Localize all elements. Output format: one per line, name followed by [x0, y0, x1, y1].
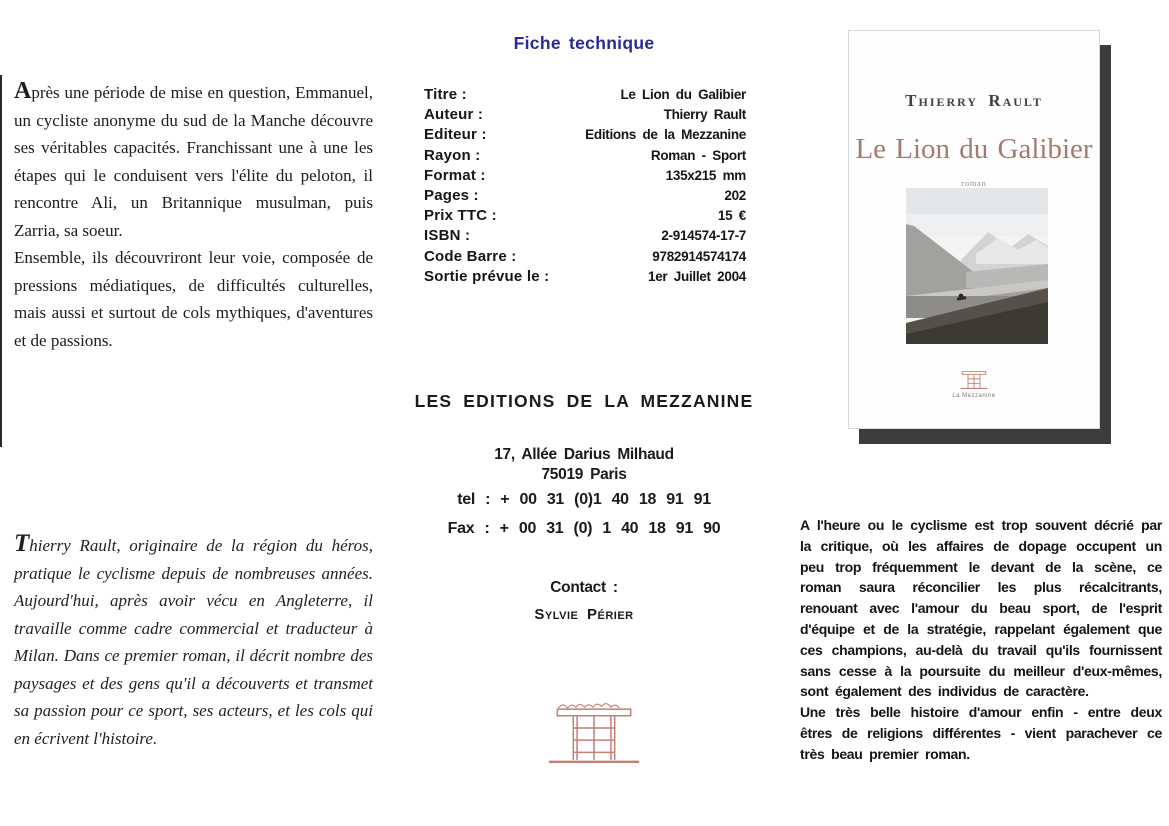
spec-row-pages — [424, 187, 746, 207]
mountain-photo — [906, 188, 1048, 344]
spec-label: Pages : — [424, 186, 479, 204]
spec-value: Roman - Sport — [650, 147, 746, 163]
spec-value: 9782914574174 — [652, 248, 746, 264]
book-cover — [848, 30, 1100, 429]
synopsis-paragraph-1: Après une période de mise en question, Emmanuel, un cycliste anonyme du sud de la Manche découvre ses véritables capacités. Franchissant une à une les étapes qui le conduisent vers l'élite du peloton, il rencontre Ali, un Britannique musulman, puis Zarria, sa soeur. — [14, 78, 373, 240]
spec-label: Auteur : — [424, 106, 484, 124]
spec-label: Sortie prévue le : — [424, 267, 550, 285]
synopsis-paragraph-2: Ensemble, ils découvriront leur voie, composée de pressions médiatiques, de difficultés culturelles, mais aussi et surtout de cols mythiques, d'aventures et de passions. — [14, 248, 373, 350]
spec-row-codebarre — [424, 248, 746, 268]
contact-label: Contact : — [550, 579, 618, 596]
spec-row-prix — [424, 207, 746, 227]
mezzanine-logo-small-icon — [959, 369, 989, 392]
address-line-1: 17, Allée Darius Milhaud — [494, 446, 674, 463]
spec-value: 1er Juillet 2004 — [647, 268, 746, 284]
publisher-name: LES EDITIONS DE LA MEZZANINE — [414, 391, 754, 411]
cover-title: Le Lion du Galibier — [855, 133, 1093, 165]
spec-value: 202 — [724, 187, 746, 203]
spec-row-titre — [424, 86, 746, 106]
spec-label: Titre : — [424, 86, 467, 103]
contact-name: Sylvie Périer — [534, 606, 634, 623]
address-line-2: 75019 Paris — [541, 466, 627, 483]
author-bio-block — [14, 531, 373, 752]
spec-value: 135x215 mm — [665, 167, 746, 183]
synopsis-block — [14, 79, 373, 354]
spec-row-isbn — [424, 227, 746, 247]
mezzanine-logo-icon — [547, 699, 641, 771]
spec-value: 2-914574-17-7 — [661, 228, 746, 244]
spec-value: Editions de la Mezzanine — [585, 127, 746, 143]
spec-label: Format : — [424, 166, 486, 184]
cover-author: Thierry Rault — [905, 91, 1043, 110]
spec-value: 15 € — [717, 208, 746, 224]
page-fold-rule — [0, 75, 2, 447]
author-bio-paragraph: Thierry Rault, originaire de la région du héros, pratique le cyclisme depuis de nombreuses années. Aujourd'hui, après avoir vécu en Angleterre, il travaille comme cadre commercial et traducteur à Milan. Dans ce premier roman, il décrit nombre des paysages et des gens qu'il a découverts et transmet sa passion pour ce sport, ses acteurs, et les cols qui en écrivent l'histoire. — [14, 530, 373, 748]
spec-label: Code Barre : — [424, 247, 517, 265]
review-paragraph-2: Une très belle histoire d'amour enfin - entre deux êtres de religions différentes - vient parachever ce très beau premier roman. — [800, 704, 1162, 762]
spec-table — [424, 86, 746, 288]
spec-row-rayon — [424, 147, 746, 167]
fax-line: Fax : + 00 31 (0) 1 40 18 91 90 — [447, 520, 721, 537]
fiche-technique-title: Fiche technique — [513, 33, 655, 53]
spec-label: Rayon : — [424, 146, 481, 164]
spec-row-format — [424, 167, 746, 187]
cover-subtitle: roman — [961, 179, 987, 188]
spec-value: Le Lion du Galibier — [620, 87, 746, 102]
review-paragraph-1: A l'heure ou le cyclisme est trop souvent décrié par la critique, où les affaires de dopage occupent un peu trop fréquemment le devant de la scène, ce roman saura réconcilier les plus récalcitrants, renouant avec l'amour du beau sport, de l'esprit d'équipe et de la stratégie, rappelant également que ces champions, au-delà du travail qu'ils fournissent sans cesse à la poursuite du meilleur d'eux-mêmes, sont également des individus de caractère. — [800, 517, 1162, 700]
cover-logo-caption: La Mezzanine — [952, 393, 996, 399]
phone-line: tel : + 00 31 (0)1 40 18 91 91 — [457, 491, 711, 508]
spec-row-sortie — [424, 268, 746, 288]
spec-label: Prix TTC : — [424, 207, 497, 225]
spec-label: Editeur : — [424, 126, 487, 144]
review-block — [800, 515, 1162, 765]
spec-value: Thierry Rault — [663, 107, 746, 123]
cover-logo — [849, 369, 1099, 399]
spec-row-editeur — [424, 126, 746, 146]
spec-row-auteur — [424, 106, 746, 126]
publisher-address — [410, 445, 758, 485]
spec-label: ISBN : — [424, 227, 471, 245]
